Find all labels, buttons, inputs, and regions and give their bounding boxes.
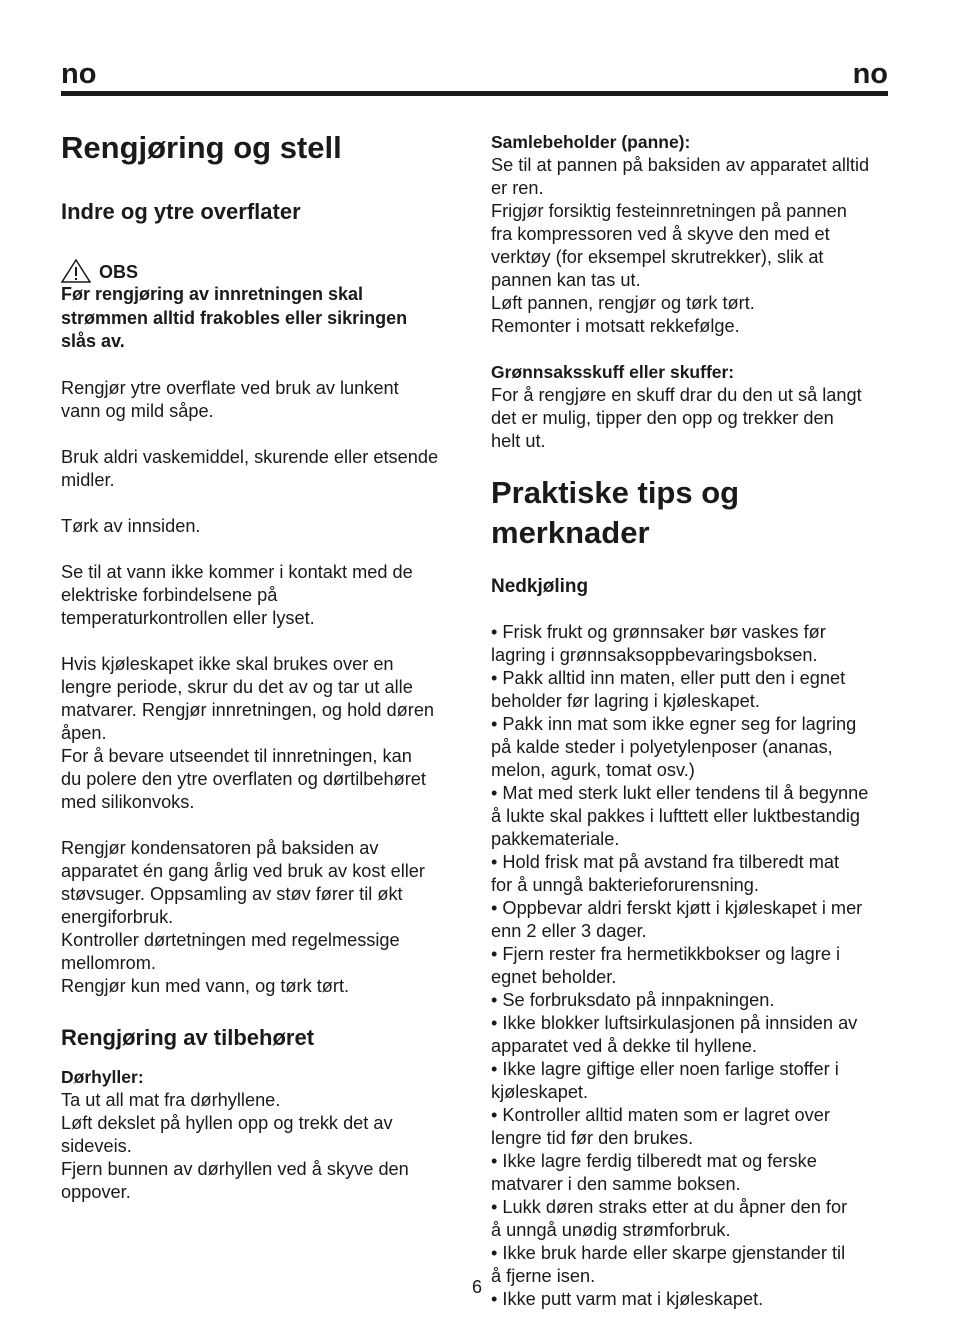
- cooling-heading: Nedkjøling: [491, 576, 589, 597]
- list-item: lagring i grønnsaksoppbevaringsboksen.: [491, 645, 818, 665]
- text-line: helt ut.: [491, 431, 546, 451]
- paragraph-water: [61, 561, 471, 630]
- text-line: apparatet én gang årlig ved bruk av kost eller: [61, 860, 425, 881]
- text-line: med silikonvoks.: [61, 791, 195, 812]
- list-item: pakkemateriale.: [491, 829, 620, 849]
- list-item: lengre tid før den brukes.: [491, 1128, 694, 1148]
- text-line: er ren.: [491, 178, 544, 198]
- text-line: elektriske forbindelsene på: [61, 584, 278, 605]
- text-line: Rengjør kondensatoren på baksiden av: [61, 837, 379, 858]
- text-line: slås av.: [61, 331, 125, 351]
- list-item: • Pakk alltid inn maten, eller putt den i egnet: [491, 668, 846, 688]
- text-line: Kontroller dørtetningen med regelmessige: [61, 929, 400, 950]
- list-item: • Ikke lagre giftige eller noen farlige stoffer i: [491, 1059, 839, 1079]
- list-item: • Kontroller alltid maten som er lagret over: [491, 1105, 830, 1125]
- text-line: strømmen alltid frakobles eller sikringen: [61, 307, 408, 328]
- text-line: For å rengjøre en skuff drar du den ut så langt: [491, 385, 862, 405]
- tips-list: [491, 621, 901, 1311]
- list-item: for å unngå bakterieforurensning.: [491, 875, 759, 895]
- text-line: matvarer. Rengjør innretningen, og hold døren: [61, 699, 435, 720]
- list-item: matvarer i den samme boksen.: [491, 1174, 741, 1194]
- text-line: Se til at vann ikke kommer i kontakt med de: [61, 561, 413, 582]
- list-item: å unngå unødig strømforbruk.: [491, 1220, 731, 1240]
- section-heading-surfaces: Indre og ytre overflater: [61, 199, 301, 224]
- list-item: egnet beholder.: [491, 967, 617, 987]
- list-item: å fjerne isen.: [491, 1266, 596, 1286]
- text-line: pannen kan tas ut.: [491, 270, 641, 290]
- list-item: • Fjern rester fra hermetikkbokser og lagre i: [491, 944, 841, 964]
- list-item: kjøleskapet.: [491, 1082, 589, 1102]
- list-item: • Hold frisk mat på avstand fra tilberedt mat: [491, 852, 840, 872]
- text-line: åpen.: [61, 722, 107, 743]
- list-item: enn 2 eller 3 dager.: [491, 921, 647, 941]
- language-code-right: no: [852, 58, 888, 90]
- text-line: Før rengjøring av innretningen skal: [61, 284, 364, 304]
- tips-title: Praktiske tips og merknader: [491, 475, 740, 550]
- list-item: • Lukk døren straks etter at du åpner den for: [491, 1197, 848, 1217]
- paragraph-door-shelves: [61, 1089, 471, 1204]
- list-item: å lukte skal pakkes i lufttett eller luktbestandig: [491, 806, 860, 826]
- warning-text: [61, 283, 471, 354]
- text-line: mellomrom.: [61, 952, 156, 973]
- text-line: lengre periode, skrur du det av og tar ut alle: [61, 676, 413, 697]
- drip-tray-label: Samlebeholder (panne):: [491, 132, 691, 152]
- paragraph-drip-tray: [491, 154, 901, 338]
- door-shelves-label: Dørhyller:: [61, 1066, 144, 1087]
- text-line: Frigjør forsiktig festeinnretningen på pannen: [491, 201, 847, 221]
- list-item: på kalde steder i polyetylenposer (ananas,: [491, 737, 833, 757]
- text-line: verktøy (for eksempel skrutrekker), slik at: [491, 247, 824, 267]
- left-column: [61, 128, 471, 1204]
- text-line: Remonter i motsatt rekkefølge.: [491, 316, 740, 336]
- warning-icon: [61, 259, 91, 283]
- right-column: [491, 131, 901, 1311]
- list-item: • Ikke putt varm mat i kjøleskapet.: [491, 1289, 764, 1309]
- list-item: melon, agurk, tomat osv.): [491, 760, 695, 780]
- text-line: Fjern bunnen av dørhyllen ved å skyve den: [61, 1158, 409, 1179]
- text-line: Rengjør kun med vann, og tørk tørt.: [61, 975, 350, 996]
- text-line: For å bevare utseendet til innretningen, kan: [61, 745, 412, 766]
- text-line: sideveis.: [61, 1135, 132, 1156]
- paragraph-exterior: [61, 377, 471, 423]
- paragraph-condenser: [61, 837, 471, 998]
- text-line: Ta ut all mat fra dørhyllene.: [61, 1089, 281, 1110]
- list-item: • Frisk frukt og grønnsaker bør vaskes før: [491, 622, 826, 642]
- text-line: støvsuger. Oppsamling av støv fører til økt: [61, 883, 403, 904]
- text-line: Rengjør ytre overflate ved bruk av lunkent: [61, 377, 399, 398]
- paragraph-crisper-drawer: [491, 384, 901, 453]
- warning-header: [61, 259, 471, 283]
- text-line: midler.: [61, 469, 115, 490]
- list-item: apparatet ved å dekke til hyllene.: [491, 1036, 757, 1056]
- warning-label: OBS: [99, 262, 139, 282]
- list-item: • Ikke lagre ferdig tilberedt mat og ferske: [491, 1151, 817, 1171]
- section-heading-accessories: Rengjøring av tilbehøret: [61, 1024, 315, 1050]
- list-item: • Se forbruksdato på innpakningen.: [491, 990, 775, 1010]
- paragraph-interior: [61, 515, 471, 538]
- text-line: det er mulig, tipper den opp og trekker den: [491, 408, 834, 428]
- list-item: beholder før lagring i kjøleskapet.: [491, 691, 760, 711]
- paragraph-detergent: [61, 446, 471, 492]
- text-line: oppover.: [61, 1181, 131, 1202]
- crisper-drawer-label: Grønnsaksskuff eller skuffer:: [491, 362, 735, 382]
- text-line: fra kompressoren ved å skyve den med et: [491, 224, 830, 244]
- text-line: energiforbruk.: [61, 906, 174, 927]
- text-line: Løft dekslet på hyllen opp og trekk det av: [61, 1112, 393, 1133]
- text-line: Tørk av innsiden.: [61, 515, 201, 536]
- list-item: • Oppbevar aldri ferskt kjøtt i kjøleskapet i mer: [491, 898, 863, 918]
- list-item: • Ikke blokker luftsirkulasjonen på innsiden av: [491, 1013, 858, 1033]
- page-title: Rengjøring og stell: [61, 130, 342, 165]
- text-line: vann og mild såpe.: [61, 400, 214, 421]
- list-item: • Pakk inn mat som ikke egner seg for lagring: [491, 714, 857, 734]
- text-line: Løft pannen, rengjør og tørk tørt.: [491, 293, 755, 313]
- text-line: du polere den ytre overflaten og dørtilbehøret: [61, 768, 426, 789]
- text-line: temperaturkontrollen eller lyset.: [61, 607, 315, 628]
- text-line: Hvis kjøleskapet ikke skal brukes over en: [61, 653, 394, 674]
- page-number: 6: [471, 1277, 482, 1297]
- text-line: Bruk aldri vaskemiddel, skurende eller etsende: [61, 446, 439, 467]
- text-line: Se til at pannen på baksiden av apparatet alltid: [491, 155, 870, 175]
- list-item: • Mat med sterk lukt eller tendens til å begynne: [491, 783, 869, 803]
- list-item: • Ikke bruk harde eller skarpe gjenstander til: [491, 1243, 846, 1263]
- paragraph-long-period: [61, 653, 471, 814]
- header-rule: [61, 91, 888, 96]
- language-code-left: no: [61, 58, 97, 90]
